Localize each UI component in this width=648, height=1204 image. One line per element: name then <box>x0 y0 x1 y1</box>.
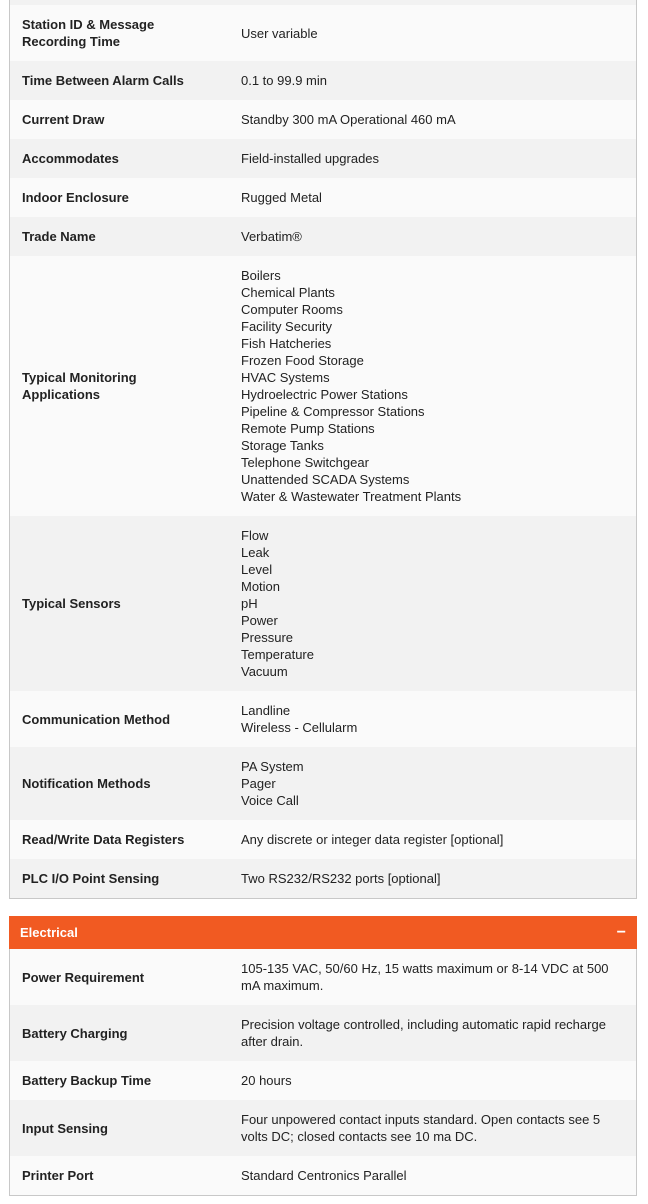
spec-value <box>229 5 636 61</box>
spec-value-line: Flow <box>241 528 269 543</box>
table-row <box>10 859 636 898</box>
spec-value <box>229 139 636 178</box>
spec-value <box>229 61 636 100</box>
spec-value-line: 105-135 VAC, 50/60 Hz, 15 watts maximum or 8-14 VDC at 500 mA maximum. <box>241 961 609 993</box>
spec-value-line: PA System <box>241 759 304 774</box>
spec-label: Trade Name <box>22 229 96 244</box>
spec-label: Battery Backup Time <box>22 1073 152 1088</box>
spec-value-line: Frozen Food Storage <box>241 353 364 368</box>
specs-panel-electrical <box>9 916 637 1196</box>
spec-value-line: Pager <box>241 776 276 791</box>
spec-value-line: Boilers <box>241 268 281 283</box>
spec-value <box>229 256 636 516</box>
spec-value-line: 0.1 to 99.9 min <box>241 73 327 88</box>
spec-value <box>229 1100 636 1156</box>
spec-value-line: Storage Tanks <box>241 438 324 453</box>
table-row <box>10 1005 636 1061</box>
spec-value-line: Two RS232/RS232 ports [optional] <box>241 871 441 886</box>
spec-value-line: Verbatim® <box>241 229 302 244</box>
spec-value <box>229 859 636 898</box>
table-row <box>10 61 636 100</box>
spec-value-line: Wireless - Cellularm <box>241 720 358 735</box>
spec-value <box>229 100 636 139</box>
spec-value-line: Facility Security <box>241 319 333 334</box>
spec-label: Battery Charging <box>22 1025 128 1041</box>
spec-value <box>229 178 636 217</box>
spec-value-line: Rugged Metal <box>241 190 322 205</box>
spec-value-line: Vacuum <box>241 664 288 679</box>
spec-value-line: Field-installed upgrades <box>241 151 380 166</box>
table-row <box>10 139 636 178</box>
spec-label: Station ID & Message Recording Time <box>22 17 155 49</box>
spec-value-line: Standby 300 mA Operational 460 mA <box>241 112 456 127</box>
spec-label: Printer Port <box>22 1168 94 1183</box>
spec-value-line: HVAC Systems <box>241 370 330 385</box>
spec-value-line: Pipeline & Compressor Stations <box>241 404 425 419</box>
specs-panel-general <box>9 0 637 899</box>
spec-value-line: pH <box>241 596 258 611</box>
table-row <box>10 178 636 217</box>
spec-label: Communication Method <box>22 711 171 727</box>
spec-value-line: Remote Pump Stations <box>241 421 375 436</box>
specs-table-electrical <box>10 949 636 1195</box>
table-row <box>10 747 636 820</box>
spec-value-line: Voice Call <box>241 793 299 808</box>
spec-value <box>229 691 636 747</box>
spec-label: PLC I/O Point Sensing <box>22 871 160 886</box>
spec-label: Power Requirement <box>22 969 145 985</box>
electrical-section-header[interactable] <box>9 916 637 949</box>
table-row <box>10 516 636 691</box>
spec-value <box>229 1156 636 1195</box>
spec-value-line: User variable <box>241 25 318 41</box>
spec-label: Read/Write Data Registers <box>22 832 185 847</box>
spec-value-line: 20 hours <box>241 1073 292 1088</box>
spec-value-line: Power <box>241 613 278 628</box>
spec-value-line: Level <box>241 562 273 577</box>
spec-label: Time Between Alarm Calls <box>22 73 184 88</box>
spec-value-line: Pressure <box>241 630 294 645</box>
table-row <box>10 949 636 1005</box>
spec-value-line: Motion <box>241 579 281 594</box>
section-title: Electrical <box>20 925 78 940</box>
spec-value-line: Unattended SCADA Systems <box>241 472 410 487</box>
spec-label: Input Sensing <box>22 1120 108 1136</box>
table-row <box>10 5 636 61</box>
table-row <box>10 256 636 516</box>
spec-value-line: Any discrete or integer data register [optional] <box>241 832 504 847</box>
spec-label: Notification Methods <box>22 776 151 791</box>
spec-label: Indoor Enclosure <box>22 190 129 205</box>
spec-value-line: Water & Wastewater Treatment Plants <box>241 489 462 504</box>
table-row <box>10 820 636 859</box>
spec-value-line: Leak <box>241 545 270 560</box>
table-row <box>10 1156 636 1195</box>
spec-value <box>229 820 636 859</box>
spec-value-line: Telephone Switchgear <box>241 455 369 470</box>
collapse-icon[interactable]: − <box>616 923 626 941</box>
table-row <box>10 691 636 747</box>
spec-value-line: Computer Rooms <box>241 302 343 317</box>
spec-value <box>229 1061 636 1100</box>
spec-value <box>229 516 636 691</box>
spec-label: Accommodates <box>22 151 119 166</box>
table-row <box>10 1061 636 1100</box>
table-row <box>10 217 636 256</box>
spec-value <box>229 1005 636 1061</box>
spec-value-line: Four unpowered contact inputs standard. Open contacts see 5 volts DC; closed contacts see 10 ma DC. <box>241 1112 601 1144</box>
table-row <box>10 100 636 139</box>
spec-value-line: Standard Centronics Parallel <box>241 1168 407 1183</box>
specs-table-general <box>10 5 636 898</box>
spec-value-line: Precision voltage controlled, including automatic rapid recharge after drain. <box>241 1017 606 1049</box>
spec-label: Typical Monitoring Applications <box>22 370 137 402</box>
spec-label: Typical Sensors <box>22 596 121 611</box>
spec-value-line: Landline <box>241 703 291 718</box>
spec-value <box>229 747 636 820</box>
spec-value <box>229 949 636 1005</box>
spec-value-line: Fish Hatcheries <box>241 336 332 351</box>
spec-label: Current Draw <box>22 112 105 127</box>
spec-value-line: Hydroelectric Power Stations <box>241 387 408 402</box>
spec-value-line: Chemical Plants <box>241 285 335 300</box>
spec-value <box>229 217 636 256</box>
table-row <box>10 1100 636 1156</box>
spec-value-line: Temperature <box>241 647 314 662</box>
